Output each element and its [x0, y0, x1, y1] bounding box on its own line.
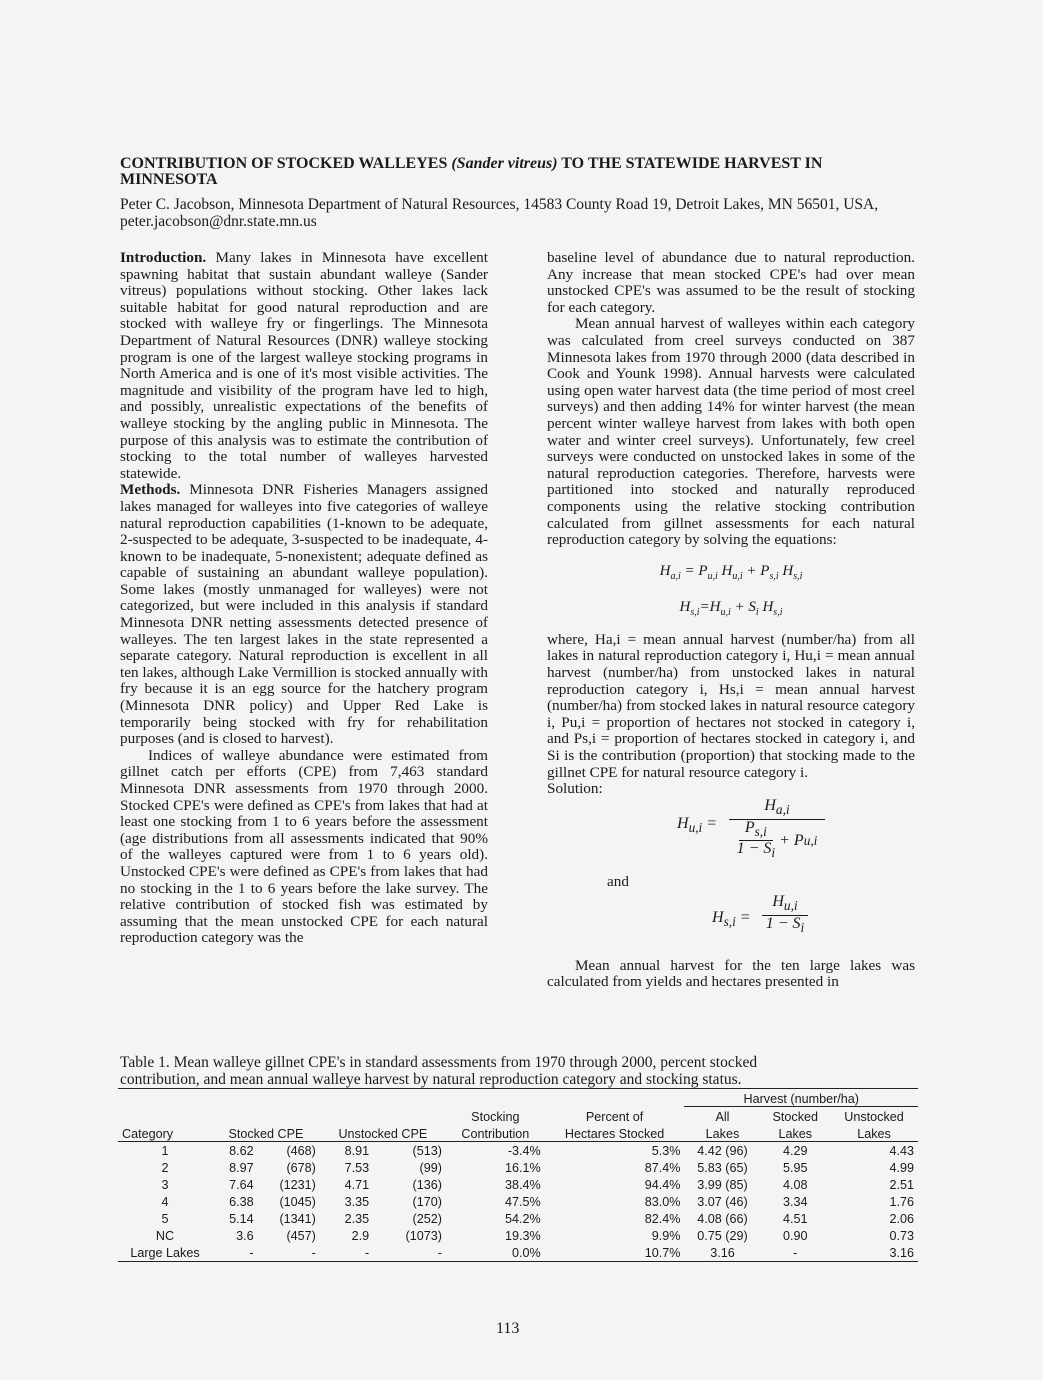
harvest-group-header: Harvest (number/ha) — [684, 1089, 918, 1107]
table-row — [118, 1159, 918, 1176]
table-body — [118, 1142, 918, 1262]
table-cell-percent: 87.4% — [644, 1160, 681, 1175]
table-row — [118, 1176, 918, 1193]
table-cell-all: 3.16 — [710, 1245, 735, 1260]
table-cell-stocked-cpe: 5.14 — [229, 1211, 254, 1226]
table-cell-stocked-n: (678) — [286, 1160, 316, 1175]
header-contribution: Contribution — [461, 1127, 530, 1141]
table-cell-unstocked: 0.73 — [889, 1228, 914, 1243]
table-cell-all: 3.99 (85) — [697, 1177, 748, 1192]
table-cell-stocked: 4.29 — [783, 1143, 808, 1158]
indices-paragraph: Indices of walleye abundance were estimated from gillnet catch per efforts (CPE) from 7,463 standard Minnesota DNR assessments from 1970 through 2000. Stocked CPE's were defined as CPE's from lakes that had at least one stocking from 1 to 6 years before the assessment (age distributions from all assessments indicated that 90% of the walleyes captured were from 1 to 6 years old). Unstocked CPE's were defined as CPE's from lakes that had no stocking in the 1 to 6 years before the lake survey. The relative contribution of stocked fish was estimated by assuming that the mean unstocked CPE for each natural reproduction category was the — [120, 746, 488, 947]
table-cell-all: 5.83 (65) — [697, 1160, 748, 1175]
table-cell-category: NC — [155, 1228, 175, 1243]
table-cell-unstocked-n: (1073) — [405, 1228, 442, 1243]
and-label: and — [607, 872, 629, 890]
methods-heading: Methods. — [120, 481, 181, 499]
table-cell-contribution: 19.3% — [505, 1228, 541, 1243]
table-cell-unstocked: 4.43 — [889, 1143, 914, 1158]
table-cell-unstocked: 2.06 — [889, 1211, 914, 1226]
table-row — [118, 1142, 918, 1160]
header-unstocked-cpe: Unstocked CPE — [338, 1127, 428, 1141]
header-all-lakes: Lakes — [705, 1127, 740, 1141]
table-cell-contribution: 38.4% — [505, 1177, 541, 1192]
paper-title — [120, 156, 920, 188]
table-header-row-1 — [118, 1107, 918, 1125]
table-row — [118, 1210, 918, 1227]
solution-equations — [547, 798, 915, 938]
table-cell-unstocked-cpe: 8.91 — [344, 1143, 370, 1158]
equation-2: $H_{s,i}=H_{u,i} + S_i$ $H_{s,i}$ — [679, 599, 783, 619]
header-stocking: Stocking — [471, 1110, 520, 1124]
header-hectares-stocked: Hectares Stocked — [564, 1127, 665, 1141]
table-cell-percent: 10.7% — [644, 1245, 681, 1260]
table-cell-stocked: - — [793, 1245, 798, 1260]
table-cell-all: 0.75 (29) — [697, 1228, 748, 1243]
table-row — [118, 1227, 918, 1244]
solution-eq-1-lhs: $H_{u,i}$ = — [677, 814, 718, 835]
table-cell-unstocked: 3.16 — [889, 1245, 914, 1260]
table-cell-percent: 82.4% — [644, 1211, 681, 1226]
table-cell-percent: 5.3% — [651, 1143, 681, 1158]
table-cell-contribution: 0.0% — [512, 1245, 541, 1260]
table-cell-unstocked-cpe: - — [364, 1245, 370, 1260]
table-cell-all: 4.42 (96) — [697, 1143, 748, 1158]
table-cell-stocked-cpe: 8.97 — [229, 1160, 254, 1175]
table-cell-contribution: -3.4% — [507, 1143, 541, 1158]
table-cell-stocked-n: (1045) — [279, 1194, 316, 1209]
table-cell-stocked-n: (1341) — [279, 1211, 316, 1226]
table-cell-unstocked: 2.51 — [889, 1177, 914, 1192]
table-cell-unstocked-n: (170) — [412, 1194, 442, 1209]
table-cell-stocked: 0.90 — [783, 1228, 808, 1243]
table-cell-stocked-cpe: 6.38 — [229, 1194, 254, 1209]
table-cell-category: 1 — [161, 1143, 169, 1158]
table-cell-percent: 9.9% — [651, 1228, 681, 1243]
table-cell-category: 3 — [161, 1177, 169, 1192]
table-cell-stocked-cpe: 3.6 — [236, 1228, 254, 1243]
equation-1: $H_{a,i} = P_{u,i}$ $H_{u,i} + P_{s,i}$ $H_{s,i}$ — [659, 562, 803, 582]
table-cell-stocked: 4.08 — [783, 1177, 808, 1192]
header-percent: Percent of — [585, 1110, 644, 1124]
table-cell-stocked: 5.95 — [783, 1160, 808, 1175]
table-cell-stocked-cpe: 7.64 — [229, 1177, 254, 1192]
table-cell-unstocked-n: (99) — [419, 1160, 442, 1175]
introduction-heading: Introduction. — [120, 249, 207, 266]
table-cell-unstocked: 4.99 — [889, 1160, 914, 1175]
introduction-text: Many lakes in Minnesota have excellent spawning habitat that sustain abundant walleye (Sander vitreus) populations without stocking. Other lakes lack suitable habitat for good natural reproduction and are stocked with walleye fry or fingerlings. The Minnesota Department of Natural Resources (DNR) walleye stocking program is one of the largest walleye stocking programs in North America and is one of it's most visible activities. The magnitude and visibility of the program have led to high, and possibly, unrealistic expectations of the benefits of walleye stocking by the angling public in Minnesota. The purpose of this analysis was to estimate the contribution of stocking to the total number of walleyes harvested statewide. — [120, 249, 488, 482]
title-text-2: TO THE STATEWIDE HARVEST IN MINNESOTA — [120, 155, 823, 188]
table-cell-contribution: 16.1% — [505, 1160, 541, 1175]
table-group-header-row — [118, 1089, 918, 1107]
solution-eq-2-lhs: $H_{s,i}$ = — [712, 908, 751, 929]
table-cell-unstocked: 1.76 — [889, 1194, 914, 1209]
table-cell-all: 4.08 (66) — [697, 1211, 748, 1226]
header-stocked: Stocked — [772, 1110, 819, 1124]
header-unstocked: Unstocked — [844, 1110, 904, 1124]
table-cell-stocked-n: (468) — [286, 1143, 316, 1158]
harvest-paragraph: Mean annual harvest of walleyes within each category was calculated from creel surveys conducted on 387 Minnesota lakes from 1970 through 2000 (data described in Cook and Younk 1998). Annual harvests were calculated using open water harvest data (the time period of most creel surveys) and then adding 14% for winter harvest (the mean percent winter walleye harvest from lakes with both open water and winter creel surveys). Unfortunately, few creel surveys were conducted on unstocked lakes in some of the natural reproduction categories. Therefore, harvests were partitioned into stocked and naturally reproduced components using the relative stocking contribution calculated from gillnet assessments for each natural reproduction category by solving the equations: — [547, 315, 915, 549]
table-row — [118, 1244, 918, 1262]
header-category: Category — [122, 1127, 174, 1141]
definitions-paragraph: where, Ha,i = mean annual harvest (number/ha) from all lakes in natural reproduction category i, Hu,i = mean annual harvest (number/ha) from unstocked lakes in natural reproduction category i, Hs,i = mean annual harvest (number/ha) from stocked lakes in natural resource category i, Pu,i = proportion of hectares not stocked in category i, and Ps,i = proportion of hectares stocked in category i, and Si is the contribution (proportion) that stocking made to the gillnet CPE for natural resource category i. — [547, 630, 915, 781]
table-cell-unstocked-cpe: 7.53 — [344, 1160, 370, 1175]
table-row — [118, 1193, 918, 1210]
right-column — [547, 250, 915, 991]
table-cell-stocked-n: (1231) — [279, 1177, 316, 1192]
table-cell-contribution: 54.2% — [505, 1211, 541, 1226]
page-number: 113 — [496, 1320, 520, 1337]
header-all: All — [715, 1110, 730, 1124]
solution-label: Solution: — [547, 780, 603, 798]
table-cell-stocked-n: - — [311, 1245, 316, 1260]
table-cell-stocked-cpe: - — [249, 1245, 254, 1260]
table-cell-contribution: 47.5% — [505, 1194, 541, 1209]
table-cell-unstocked-n: - — [437, 1245, 442, 1260]
table-cell-unstocked-n: (513) — [412, 1143, 442, 1158]
results-table — [118, 1088, 918, 1262]
table-cell-unstocked-cpe: 4.71 — [344, 1177, 370, 1192]
title-text-1: CONTRIBUTION OF STOCKED WALLEYES — [120, 155, 452, 172]
methods-text: Minnesota DNR Fisheries Managers assigned lakes managed for walleyes into five categories of walleye natural reproduction capabilities (1-known to be adequate, 2-suspected to be adequate, 3-suspected to be inadequate, 4-known to be inadequate, 5-nonexistent; adequate defined as capable of sustaining an abundant walleye population). Some lakes (mostly unmanaged for walleyes) were not categorized, but were included in this analysis if standard Minnesota DNR netting assessments detected presence of walleyes. The ten largest lakes in the state represented a separate category. Natural reproduction is excellent in all ten lakes, although Lake Vermillion is stocked annually with fry because it is an egg source for the hatchery program (Minnesota DNR policy) and Upper Red Lake is temporarily being stocked with fry for rehabilitation purposes (and is closed to harvest). — [120, 481, 488, 748]
baseline-paragraph: baseline level of abundance due to natural reproduction. Any increase that mean stocked CPE's had over mean unstocked CPE's was assumed to be the result of stocking for each category. — [547, 249, 915, 316]
large-lakes-paragraph: Mean annual harvest for the ten large lakes was calculated from yields and hectares presented in — [547, 956, 915, 991]
table-cell-unstocked-n: (136) — [412, 1177, 442, 1192]
table-cell-percent: 94.4% — [644, 1177, 681, 1192]
header-stocked-cpe: Stocked CPE — [228, 1127, 304, 1141]
introduction-paragraph — [120, 250, 488, 482]
table-cell-stocked-n: (457) — [286, 1228, 316, 1243]
table-cell-unstocked-n: (252) — [412, 1211, 442, 1226]
author-affiliation: Peter C. Jacobson, Minnesota Department of Natural Resources, 14583 County Road 19, Detroit Lakes, MN 56501, USA, peter.jacobson@dnr.state.mn.us — [120, 196, 879, 230]
table-cell-unstocked-cpe: 2.35 — [344, 1211, 370, 1226]
solution-eq-2-fraction: $H_{u,i}$ $1 - S_i$ — [762, 894, 808, 937]
table-cell-stocked: 3.34 — [783, 1194, 808, 1209]
table-cell-category: 4 — [161, 1194, 169, 1209]
table-cell-stocked-cpe: 8.62 — [229, 1143, 254, 1158]
table-cell-percent: 83.0% — [644, 1194, 681, 1209]
table-cell-unstocked-cpe: 2.9 — [351, 1228, 370, 1243]
methods-paragraph — [120, 482, 488, 748]
table-cell-category: 5 — [161, 1211, 169, 1226]
table-cell-category: 2 — [161, 1160, 169, 1175]
table-header-row-2 — [118, 1124, 918, 1142]
table-cell-unstocked-cpe: 3.35 — [344, 1194, 370, 1209]
table-cell-all: 3.07 (46) — [697, 1194, 748, 1209]
title-species: (Sander vitreus) — [451, 155, 558, 172]
left-column — [120, 250, 488, 947]
header-unstocked-lakes: Lakes — [857, 1127, 891, 1141]
table-cell-category: Large Lakes — [130, 1245, 200, 1260]
header-stocked-lakes: Lakes — [778, 1127, 813, 1141]
table-caption: Table 1. Mean walleye gillnet CPE's in standard assessments from 1970 through 2000, percent stocked contribution, and mean annual walleye harvest by natural reproduction category and stocking status. — [120, 1054, 758, 1088]
solution-eq-1-fraction: $H_{a,i}$ $P_{s,i}$ $1 - S_i$ + P u,i — [729, 798, 825, 862]
table-cell-stocked: 4.51 — [783, 1211, 808, 1226]
